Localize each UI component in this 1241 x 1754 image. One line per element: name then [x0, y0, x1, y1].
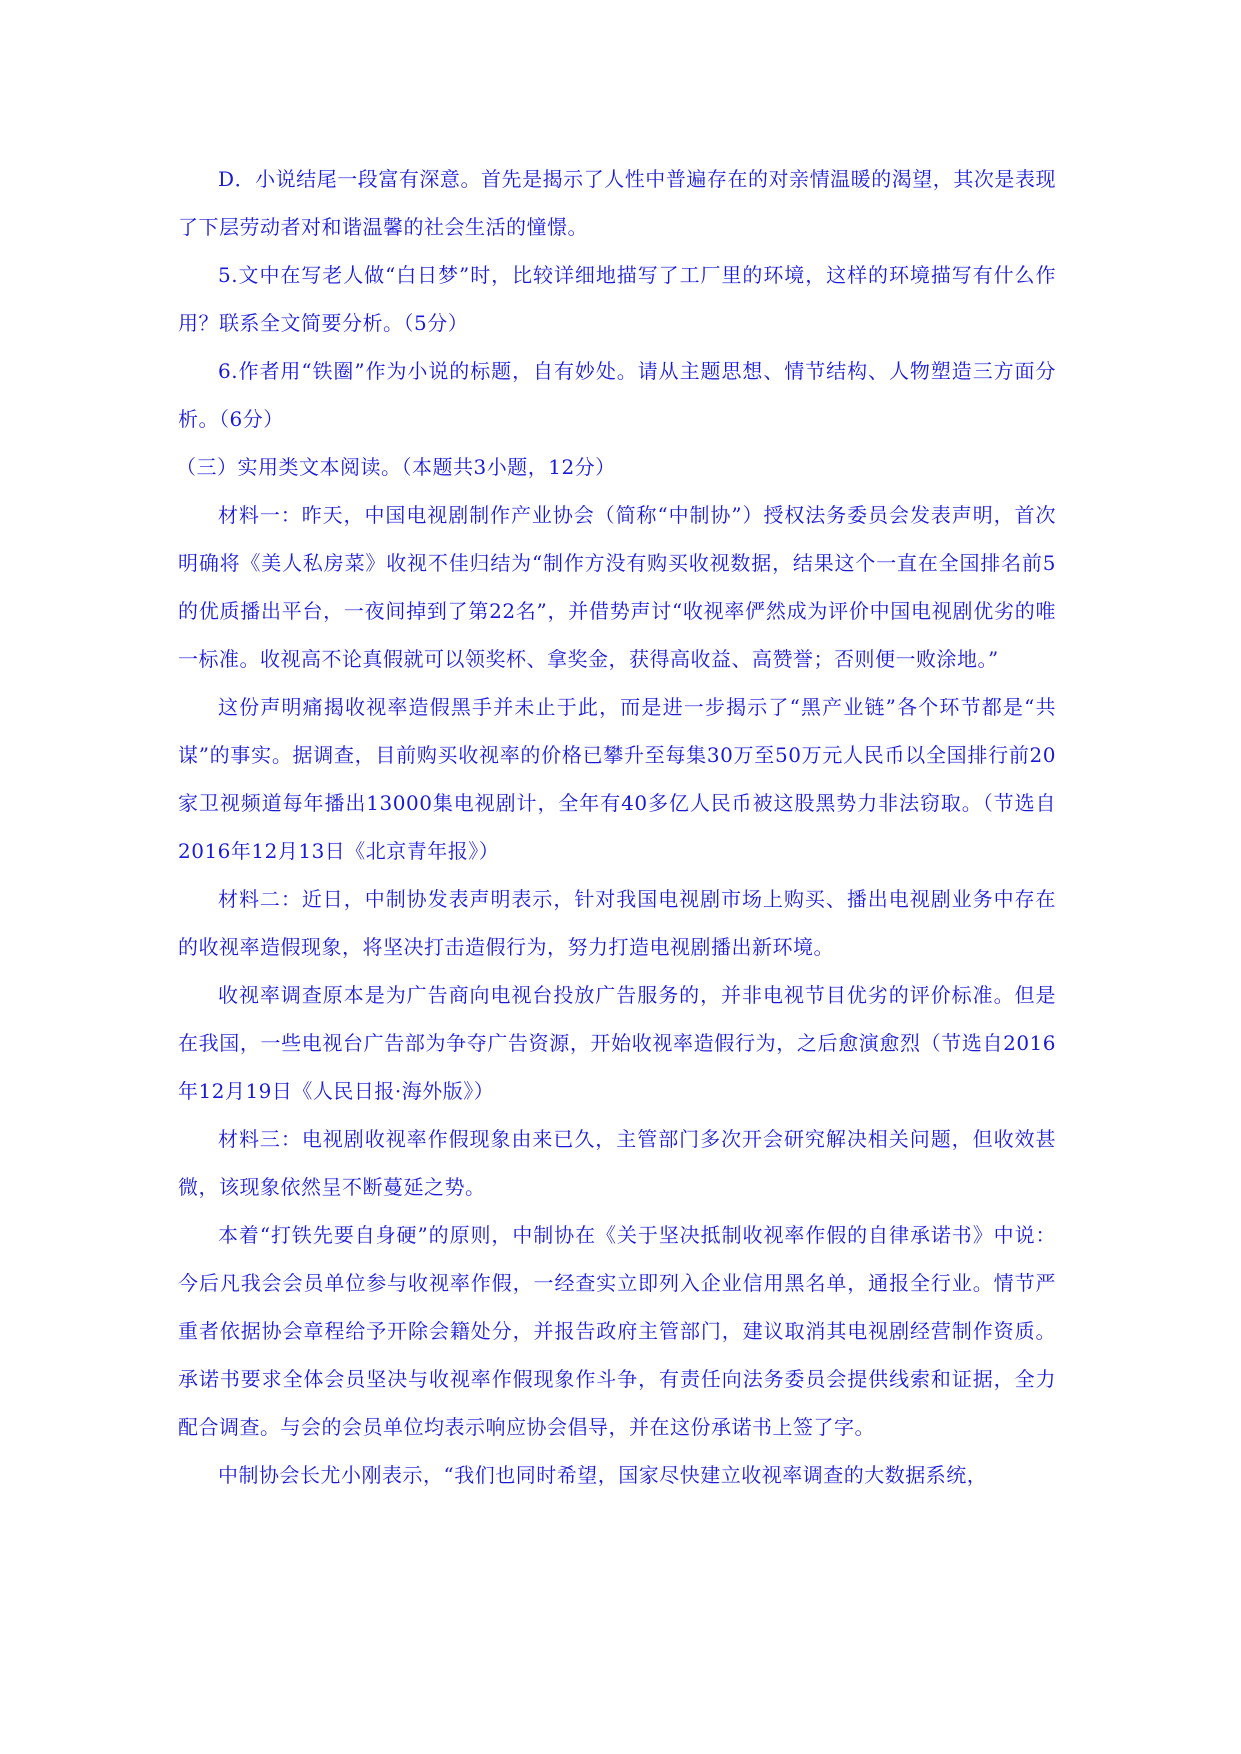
question-5: 5.文中在写老人做“白日梦”时，比较详细地描写了工厂里的环境，这样的环境描写有什么作用？联系全文简要分析。（5分） — [178, 263, 1056, 335]
document-page — [178, 155, 1056, 1499]
question-6: 6.作者用“铁圈”作为小说的标题，自有妙处。请从主题思想、情节结构、人物塑造三方面分析。（6分） — [178, 359, 1056, 431]
material-2-paragraph-2: 收视率调查原本是为广告商向电视台投放广告服务的，并非电视节目优劣的评价标准。但是在我国，一些电视台广告部为争夺广告资源，开始收视率造假行为，之后愈演愈烈（节选自2016年12月19日《人民日报·海外版》） — [178, 983, 1056, 1103]
material-1-paragraph-2: 这份声明痛揭收视率造假黑手并未止于此，而是进一步揭示了“黑产业链”各个环节都是“共谋”的事实。据调查，目前购买收视率的价格已攀升至每集30万至50万元人民币以全国排行前20家卫视频道每年播出13000集电视剧计，全年有40多亿人民币被这股黑势力非法窃取。（节选自2016年12月13日《北京青年报》） — [178, 695, 1056, 863]
section-3-heading: （三）实用类文本阅读。（本题共3小题，12分） — [176, 455, 616, 479]
material-3-paragraph-3: 中制协会长尤小刚表示，“我们也同时希望，国家尽快建立收视率调查的大数据系统， — [218, 1463, 988, 1487]
question-4-option-d: D．小说结尾一段富有深意。首先是揭示了人性中普遍存在的对亲情温暖的渴望，其次是表现了下层劳动者对和谐温馨的社会生活的憧憬。 — [178, 167, 1056, 239]
material-3-paragraph-1: 材料三：电视剧收视率作假现象由来已久，主管部门多次开会研究解决相关问题，但收效甚微，该现象依然呈不断蔓延之势。 — [178, 1127, 1056, 1199]
material-3-paragraph-2: 本着“打铁先要自身硬”的原则，中制协在《关于坚决抵制收视率作假的自律承诺书》中说：今后凡我会会员单位参与收视率作假，一经查实立即列入企业信用黑名单，通报全行业。情节严重者依据协会章程给予开除会籍处分，并报告政府主管部门，建议取消其电视剧经营制作资质。承诺书要求全体会员坚决与收视率作假现象作斗争，有责任向法务委员会提供线索和证据，全力配合调查。与会的会员单位均表示响应协会倡导，并在这份承诺书上签了字。 — [178, 1223, 1056, 1439]
material-1-paragraph-1: 材料一：昨天，中国电视剧制作产业协会（简称“中制协”）授权法务委员会发表声明，首次明确将《美人私房菜》收视不佳归结为“制作方没有购买收视数据，结果这个一直在全国排名前5的优质播出平台，一夜间掉到了第22名”，并借势声讨“收视率俨然成为评价中国电视剧优劣的唯一标准。收视高不论真假就可以领奖杯、拿奖金，获得高收益、高赞誉；否则便一败涂地。” — [178, 503, 1056, 671]
material-2-paragraph-1: 材料二：近日，中制协发表声明表示，针对我国电视剧市场上购买、播出电视剧业务中存在的收视率造假现象，将坚决打击造假行为，努力打造电视剧播出新环境。 — [178, 887, 1056, 959]
